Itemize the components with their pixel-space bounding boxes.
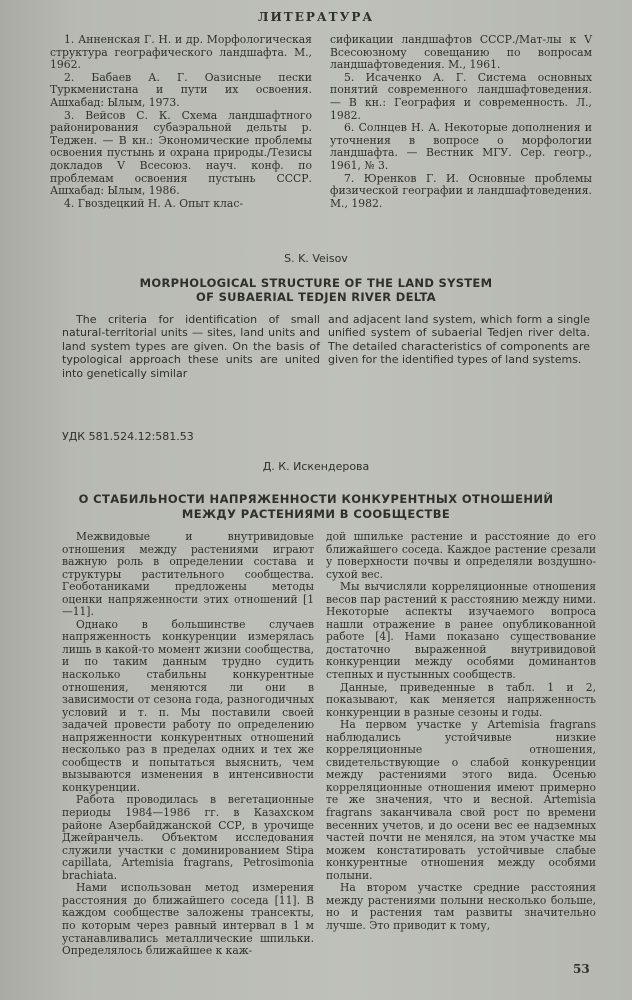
literature-heading: ЛИТЕРАТУРА	[257, 10, 375, 24]
paragraph: Нами использован метод измерения расстояния до ближайшего соседа [11]. В каждом сообществе заложены трансекты, по которым через равный интервал в 1 м устанавливались металлические шпильки. Определялось ближайшее к каж-	[62, 881, 314, 958]
udc-code: УДК 581.524.12:581.53	[62, 430, 194, 443]
reference-item: 7. Юренков Г. И. Основные проблемы физической географии и ландшафтоведения. М., 1982.	[330, 171, 592, 210]
paragraph: Мы вычисляли корреляционные отношения весов пар растений к расстоянию между ними. Некоторые аспекты изучаемого вопроса нашли отражение в ранее опубликованной работе [4]. Нами показано существование достаточно выраженной внутривидовой конкуренции между особями доминантов степных и пустынных сообществ.	[326, 580, 596, 682]
abstract-title-line: MORPHOLOGICAL STRUCTURE OF THE LAND SYSTEM	[139, 276, 493, 290]
paragraph: Работа проводилась в вегетационные периоды 1984—1986 гг. в Казахском районе Азербайджанской ССР, в урочище Джейранчель. Объектом исследования служили участки с доминированием Stipa capillata, Artemisia fragrans, Petrosimonia brachiata.	[62, 793, 314, 882]
reference-item: 4. Гвоздецкий Н. А. Опыт клас-	[64, 196, 244, 210]
paragraph: Данные, приведенные в табл. 1 и 2, показывают, как меняется напряженность конкуренции в разные сезоны и годы.	[326, 680, 596, 719]
abstract-author: S. K. Veisov	[284, 252, 348, 265]
paragraph: Однако в большинстве случаев напряженность конкуренции измерялась лишь в какой-то момент жизни сообщества, и по таким данным трудно судить насколько стабильны конкурентные отношения, меняются ли они в зависимости от сезона года, разногодичных условий и т. п. Мы поставили своей задачей провести работу по определению напряженности конкурентных отношений несколько раз в пределах одних и тех же сообществ и попытаться выяснить, чем вызываются изменения в интенсивности конкуренции.	[62, 617, 314, 794]
reference-item: 5. Исаченко А. Г. Система основных понятий современного ландшафтоведения. — В кн.: География и современность. Л., 1982.	[330, 70, 592, 122]
abstract-title	[0, 276, 632, 304]
article-title-line: МЕЖДУ РАСТЕНИЯМИ В СООБЩЕСТВЕ	[181, 507, 451, 521]
paragraph: На втором участке средние расстояния между растениями полыни несколько больше, но и растения там развиты значительно лучше. Это приводит к тому,	[326, 881, 596, 932]
references-right-column	[330, 34, 592, 210]
abstract-text: The criteria for identification of small natural-territorial units — sites, land units and land system types are given. On the basis of typological approach these units are united into genetically similar	[62, 313, 320, 380]
reference-item: 6. Солнцев Н. А. Некоторые дополнения и уточнения в вопросе о морфологии ландшафта. — Вестник МГУ. Сер. геогр., 1961, № 3.	[330, 121, 592, 172]
reference-item: 2. Бабаев А. Г. Оазисные пески Туркменистана и пути их освоения. Ашхабад: Ылым, 1973.	[50, 70, 312, 109]
abstract-left-column	[62, 313, 320, 380]
paragraph: Межвидовые и внутривидовые отношения между растениями играют важную роль в определении состава и структуры растительного сообщества. Геоботаниками предложены методы оценки напряженности этих отношений [1—11].	[62, 530, 314, 619]
abstract-title-line: OF SUBAERIAL TEDJEN RIVER DELTA	[196, 290, 436, 304]
reference-item: 3. Вейсов С. К. Схема ландшафтного районирования субаэральной дельты р. Теджен. — В кн.: Экономические проблемы освоения пустынь и охрана природы./Тезисы докладов V Всесоюз. науч. конф. по проблемам освоения пустынь СССР. Ашхабад: Ылым, 1986.	[50, 108, 312, 198]
references-left-column	[50, 34, 312, 210]
reference-item: 1. Анненская Г. Н. и др. Морфологическая структура географического ландшафта. М., 1962.	[50, 33, 312, 72]
article-left-column	[62, 531, 314, 958]
abstract-right-column	[328, 313, 590, 367]
paragraph: На первом участке у Artemisia fragrans наблюдались устойчивые низкие корреляционные отношения, свидетельствующие о слабой конкуренции между растениями этого вида. Осенью корреляционные отношения имеют примерно те же значения, что и весной. Artemisia fragrans заканчивала свой рост по времени весенних учетов, и до осени вес ее надземных частей почти не менялся, на этом участке мы можем констатировать устойчивые слабые конкурентные отношения между особями полыни.	[326, 718, 596, 882]
abstract-text: and adjacent land system, which form a single unified system of subaerial Tedjen river delta. The detailed characteristics of components are given for the identified types of land systems.	[328, 313, 590, 367]
page-number: 53	[573, 962, 590, 976]
paragraph: дой шпильке растение и расстояние до его ближайшего соседа. Каждое растение срезали у поверхности почвы и определяли воздушно-сухой вес.	[326, 530, 596, 581]
article-right-column	[326, 531, 596, 933]
article-title	[0, 492, 632, 522]
reference-item: сификации ландшафтов СССР./Мат-лы к V Всесоюзному совещанию по вопросам ландшафтоведения. М., 1961.	[330, 33, 592, 72]
article-author: Д. К. Искендерова	[262, 460, 370, 473]
article-title-line: О СТАБИЛЬНОСТИ НАПРЯЖЕННОСТИ КОНКУРЕНТНЫХ ОТНОШЕНИЙ	[78, 492, 554, 506]
